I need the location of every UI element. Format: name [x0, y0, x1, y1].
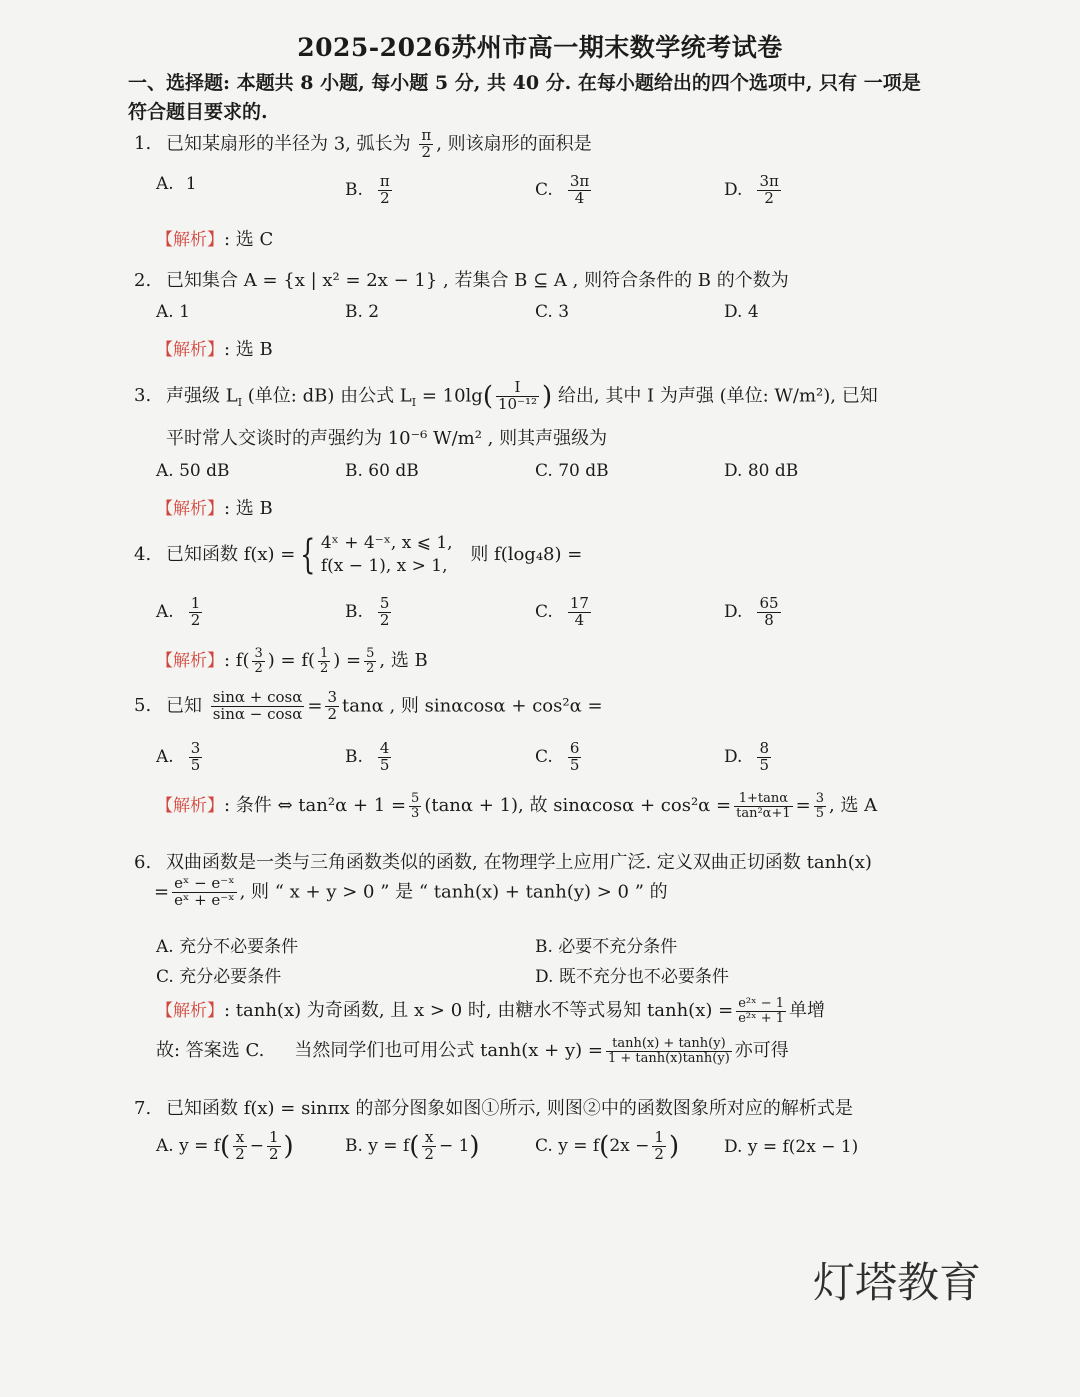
- fraction: [233, 1130, 247, 1163]
- option-text: C. y = f: [535, 1135, 600, 1156]
- stem-text: 已知集合 A = {x | x² = 2x − 1} , 若集合 B ⊆ A , 则符合条件的 B 的个数为: [166, 270, 789, 291]
- option-letter: C.: [535, 179, 553, 200]
- denominator: 2: [366, 660, 375, 676]
- question-1-stem: [134, 128, 592, 161]
- left-paren: (: [599, 1131, 610, 1162]
- option-d: D. y = f(2x − 1): [724, 1137, 859, 1157]
- watermark: 灯塔教育: [813, 1258, 982, 1307]
- option-text: A. y = f: [156, 1135, 221, 1156]
- answer-text: : 选 B: [224, 498, 273, 519]
- option-a: [156, 596, 205, 629]
- option-b: [345, 1130, 480, 1163]
- denominator: 2: [320, 660, 329, 676]
- piecewise-cases: [321, 532, 453, 578]
- denominator: 4: [574, 188, 585, 207]
- denominator: 5: [379, 755, 390, 774]
- answer-tag: 【解析】: [156, 230, 224, 250]
- stem-text: , 则 “ x + y > 0 ” 是 “ tanh(x) + tanh(y) > 0 ” 的: [239, 881, 668, 903]
- stem-text: 声强级 L: [166, 385, 238, 407]
- option-d: [724, 596, 784, 629]
- answer-text: 单增: [789, 1000, 826, 1021]
- denominator: 8: [764, 610, 774, 629]
- answer-text: , 选 B: [379, 650, 428, 671]
- fraction: [378, 741, 392, 774]
- numerator: 1+tanα: [734, 792, 793, 807]
- fraction: [606, 1037, 732, 1065]
- numerator: sinα + cosα: [212, 688, 303, 706]
- denominator: 5: [815, 805, 825, 821]
- option-letter: C.: [535, 746, 553, 767]
- option-letter: D.: [724, 179, 743, 200]
- question-number: 7.: [134, 1098, 152, 1119]
- option-letter: A.: [156, 746, 174, 767]
- option-text: B. y = f: [345, 1135, 410, 1156]
- fraction: [252, 647, 264, 675]
- section-heading-line-1: 一、选择题: 本题共 8 小题, 每小题 5 分, 共 40 分. 在每小题给出的四个选项中, 只有 一项是: [128, 72, 921, 94]
- stem-text: 已知某扇形的半径为 3, 弧长为: [166, 133, 411, 155]
- answer-5: [156, 791, 877, 820]
- answer-text: ) =: [333, 650, 362, 671]
- fraction: [364, 647, 376, 675]
- numerator: 4: [379, 739, 390, 757]
- answer-text: 故: 答案选 C.: [156, 1040, 265, 1061]
- stem-text: , 则该扇形的面积是: [436, 133, 592, 155]
- left-paren: (: [220, 1131, 231, 1162]
- numerator: 6: [569, 739, 580, 757]
- denominator: eˣ + e⁻ˣ: [174, 890, 235, 909]
- denominator: 2: [421, 142, 432, 161]
- denominator: 10⁻¹²: [497, 394, 538, 413]
- numerator: 3π: [759, 172, 779, 190]
- option-letter: D.: [724, 601, 743, 622]
- fraction: [652, 1130, 666, 1163]
- answer-text: 当然同学们也可用公式 tanh(x + y) =: [294, 1040, 603, 1061]
- option-c: [535, 741, 584, 774]
- answer-2: [156, 335, 273, 361]
- numerator: 5: [411, 790, 420, 806]
- answer-6-line-1: [156, 996, 825, 1025]
- answer-tag: 【解析】: [156, 340, 224, 360]
- fraction: [378, 596, 392, 629]
- stem-text: (单位: dB) 由公式 L: [242, 385, 412, 407]
- answer-text: : 选 C: [224, 229, 274, 250]
- option-letter: B.: [345, 179, 363, 200]
- option-d: D. 80 dB: [724, 461, 799, 481]
- stem-text: 已知: [166, 695, 202, 717]
- answer-tag: 【解析】: [156, 499, 224, 519]
- subscript: I: [411, 395, 417, 409]
- fraction: [267, 1130, 281, 1163]
- answer-6-line-2: [156, 1036, 789, 1065]
- denominator: 1 + tanh(x)tanh(y): [607, 1050, 730, 1066]
- fraction: [814, 792, 826, 820]
- option-b: B. 2: [345, 302, 380, 322]
- option-c: [535, 1130, 679, 1163]
- numerator: 3: [190, 739, 201, 757]
- numerator: 5: [366, 645, 375, 661]
- left-brace: {: [300, 531, 316, 578]
- answer-1: [156, 225, 273, 251]
- numerator: 1: [320, 645, 329, 661]
- numerator: 65: [759, 594, 779, 612]
- right-paren: ): [668, 1131, 680, 1162]
- page-title: 2025-2026苏州市高一期末数学统考试卷: [297, 33, 783, 62]
- option-letter: D.: [724, 746, 743, 767]
- fraction: [422, 1130, 436, 1163]
- question-4-stem: [134, 532, 582, 578]
- option-d: [724, 741, 774, 774]
- fraction: [211, 690, 305, 723]
- option-c: [535, 596, 594, 629]
- option-c: C. 3: [535, 302, 570, 322]
- option-a: [156, 174, 197, 194]
- denominator: 5: [759, 755, 769, 774]
- numerator: 3: [327, 688, 338, 706]
- option-a: [156, 1130, 294, 1163]
- stem-text: tanα , 则 sinαcosα + cos²α =: [342, 695, 603, 717]
- case-2: f(x − 1), x > 1,: [320, 555, 448, 576]
- denominator: 2: [380, 188, 390, 207]
- option-text: − 1: [438, 1135, 470, 1156]
- fraction: [757, 596, 780, 629]
- denominator: 2: [190, 610, 201, 629]
- equals-sign: =: [154, 881, 170, 903]
- question-number: 6.: [134, 852, 152, 873]
- numerator: 3: [815, 790, 825, 806]
- fraction: [189, 741, 203, 774]
- numerator: eˣ − e⁻ˣ: [174, 874, 235, 892]
- fraction: [378, 174, 392, 207]
- question-3-stem: [134, 380, 878, 413]
- option-b: [345, 741, 394, 774]
- option-a: [156, 741, 205, 774]
- left-paren: (: [482, 381, 493, 412]
- question-5-stem: [134, 690, 603, 723]
- numerator: x: [233, 1130, 247, 1147]
- denominator: 2: [254, 660, 263, 676]
- answer-text: , 选 A: [829, 795, 878, 816]
- fraction: [568, 741, 582, 774]
- fraction: [757, 741, 771, 774]
- answer-text: : 条件 ⇔ tan²α + 1 =: [224, 795, 407, 816]
- fraction: [409, 792, 421, 820]
- fraction: [325, 690, 339, 723]
- case-1: 4ˣ + 4⁻ˣ, x ⩽ 1,: [320, 533, 453, 553]
- question-2-stem: [134, 266, 789, 292]
- denominator: 3: [411, 805, 420, 821]
- denominator: 2: [269, 1144, 279, 1163]
- denominator: 5: [190, 755, 201, 774]
- denominator: 2: [654, 1144, 664, 1163]
- option-letter: A.: [156, 174, 174, 194]
- option-letter: C.: [535, 601, 553, 622]
- option-value: 1: [185, 174, 197, 194]
- option-b: B. 必要不充分条件: [535, 937, 678, 957]
- fraction: [736, 997, 786, 1025]
- numerator: 1: [269, 1128, 279, 1146]
- fraction: [757, 174, 780, 207]
- fraction: [172, 876, 237, 909]
- fraction: [419, 128, 433, 161]
- answer-text: : tanh(x) 为奇函数, 且 x > 0 时, 由糖水不等式易知 tanh(x) =: [224, 1000, 734, 1021]
- option-c: [535, 174, 594, 207]
- option-a: A. 充分不必要条件: [156, 937, 299, 957]
- numerator: 1: [654, 1128, 664, 1146]
- subscript: I: [237, 395, 243, 409]
- answer-text: : 选 B: [224, 339, 273, 360]
- answer-4: [156, 646, 428, 675]
- numerator: I: [496, 380, 539, 397]
- option-letter: A.: [156, 601, 174, 622]
- right-paren: ): [469, 1131, 480, 1162]
- fraction: [318, 647, 330, 675]
- option-d: [724, 174, 784, 207]
- answer-text: : f(: [224, 650, 250, 671]
- option-a: A. 50 dB: [156, 461, 230, 481]
- numerator: tanh(x) + tanh(y): [606, 1037, 732, 1052]
- question-number: 3.: [134, 385, 152, 407]
- stem-text: 已知函数 f(x) = sinπx 的部分图象如图①所示, 则图②中的函数图象所对应的解析式是: [166, 1098, 853, 1119]
- right-paren: ): [283, 1131, 294, 1162]
- numerator: 5: [379, 594, 390, 612]
- left-paren: (: [409, 1131, 420, 1162]
- stem-text: 给出, 其中 I 为声强 (单位: W/m²), 已知: [552, 385, 878, 407]
- answer-text: =: [795, 795, 811, 816]
- option-a: A. 1: [156, 302, 190, 322]
- answer-text: 亦可得: [734, 1040, 789, 1061]
- denominator: 5: [569, 755, 580, 774]
- numerator: 3: [254, 645, 263, 661]
- answer-text: ) = f(: [267, 650, 315, 671]
- question-6-stem: [134, 848, 872, 874]
- denominator: sinα − cosα: [212, 704, 303, 723]
- numerator: π: [421, 126, 432, 144]
- section-heading-line-2: 符合题目要求的.: [128, 101, 268, 123]
- fraction: [568, 174, 591, 207]
- question-number: 4.: [134, 543, 152, 565]
- option-d: D. 既不充分也不必要条件: [535, 967, 729, 987]
- option-letter: B.: [345, 601, 363, 622]
- question-3-line-2: 平时常人交谈时的声强约为 10⁻⁶ W/m² , 则其声强级为: [166, 428, 608, 449]
- stem-text: 双曲函数是一类与三角函数类似的函数, 在物理学上应用广泛. 定义双曲正切函数 tanh(x): [166, 852, 872, 873]
- fraction: [734, 792, 793, 820]
- fraction: [189, 596, 203, 629]
- fraction: [568, 596, 591, 629]
- option-text: −: [249, 1135, 264, 1156]
- answer-tag: 【解析】: [156, 796, 224, 816]
- stem-text: =: [307, 695, 323, 717]
- denominator: tan²α+1: [736, 805, 791, 821]
- numerator: x: [422, 1130, 436, 1147]
- question-6-line-2: [154, 876, 668, 909]
- option-letter: B.: [345, 746, 363, 767]
- stem-text: = 10lg: [416, 385, 483, 407]
- numerator: 8: [759, 739, 769, 757]
- answer-tag: 【解析】: [156, 1001, 224, 1021]
- numerator: π: [379, 172, 390, 190]
- denominator: 2: [235, 1144, 245, 1163]
- answer-tag: 【解析】: [156, 651, 224, 671]
- denominator: 2: [764, 188, 774, 207]
- numerator: e²ˣ − 1: [738, 995, 785, 1011]
- option-c: C. 充分必要条件: [156, 967, 282, 987]
- stem-text: 已知函数 f(x) =: [166, 543, 296, 565]
- fraction: [496, 380, 539, 413]
- denominator: 4: [574, 610, 585, 629]
- numerator: 1: [190, 594, 201, 612]
- answer-text: (tanα + 1), 故 sinαcosα + cos²α =: [424, 795, 732, 816]
- numerator: 17: [569, 594, 589, 612]
- option-d: D. 4: [724, 302, 759, 322]
- right-paren: ): [542, 381, 553, 412]
- numerator: 3π: [569, 172, 590, 190]
- option-b: [345, 596, 394, 629]
- denominator: 2: [327, 704, 338, 723]
- option-c: C. 70 dB: [535, 461, 609, 481]
- option-b: [345, 174, 395, 207]
- question-number: 2.: [134, 270, 152, 291]
- question-number: 1.: [134, 133, 152, 155]
- option-text: 2x −: [609, 1135, 650, 1156]
- option-b: B. 60 dB: [345, 461, 419, 481]
- denominator: e²ˣ + 1: [738, 1010, 785, 1026]
- question-7-stem: [134, 1094, 853, 1120]
- question-number: 5.: [134, 695, 152, 717]
- denominator: 2: [379, 610, 390, 629]
- denominator: 2: [424, 1144, 434, 1163]
- stem-text: 则 f(log₄8) =: [470, 543, 583, 565]
- answer-3: [156, 494, 273, 520]
